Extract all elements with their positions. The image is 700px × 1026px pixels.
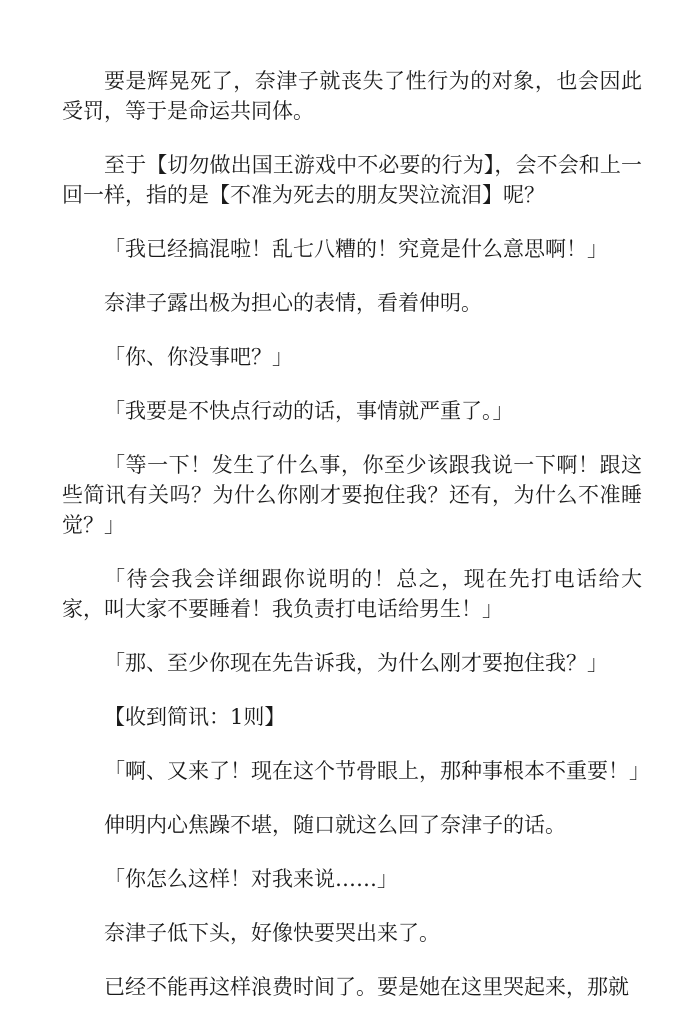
paragraph: 「我要是不快点行动的话，事情就严重了。」 xyxy=(104,399,514,423)
paragraph: 伸明内心焦躁不堪，随口就这么回了奈津子的话。 xyxy=(104,813,566,837)
paragraph: 「你怎么这样！对我来说……」 xyxy=(104,867,398,891)
paragraph: 「待会我会详细跟你说明的！总之，现在先打电话给大家，叫大家不要睡着！我负责打电话给男生！」 xyxy=(62,567,642,621)
paragraph: 「啊、又来了！现在这个节骨眼上，那种事根本不重要！」 xyxy=(104,759,650,783)
paragraph: 「我已经搞混啦！乱七八糟的！究竟是什么意思啊！」 xyxy=(104,237,608,261)
paragraph: 「等一下！发生了什么事，你至少该跟我说一下啊！跟这些简讯有关吗？为什么你刚才要抱住我？还有，为什么不准睡觉？」 xyxy=(62,453,642,537)
paragraph: 「那、至少你现在先告诉我，为什么刚才要抱住我？」 xyxy=(104,651,608,675)
paragraph: 已经不能再这样浪费时间了。要是她在这里哭起来，那就 xyxy=(104,975,629,999)
paragraph: 要是辉晃死了，奈津子就丧失了性行为的对象，也会因此受罚，等于是命运共同体。 xyxy=(62,69,642,123)
paragraph: 「你、你没事吧？」 xyxy=(104,345,293,369)
paragraph: 奈津子低下头，好像快要哭出来了。 xyxy=(104,921,440,945)
paragraph: 【收到简讯：1则】 xyxy=(104,705,286,729)
paragraph: 奈津子露出极为担心的表情，看着伸明。 xyxy=(104,291,482,315)
paragraph: 至于【切勿做出国王游戏中不必要的行为】，会不会和上一回一样，指的是【不准为死去的朋友哭泣流泪】呢？ xyxy=(62,153,642,207)
document-page xyxy=(62,66,650,1026)
